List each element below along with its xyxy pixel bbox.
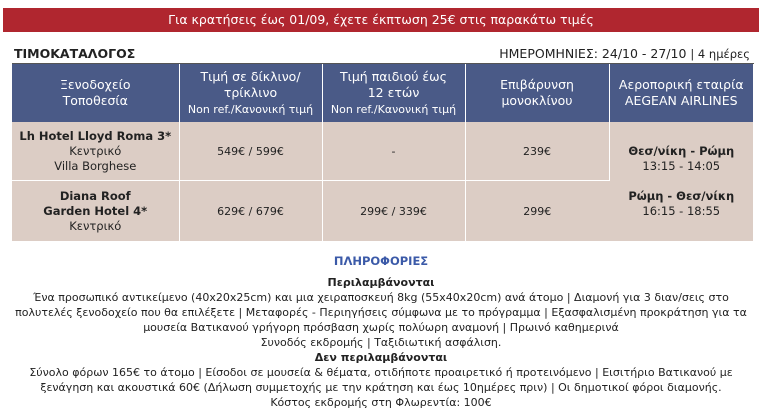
included-line: μουσεία Βατικανού γρήγορη πρόσβαση χωρίς πολύωρη αναμονή | Πρωινό καθημερινά [143,321,619,334]
single-supplement-cell: 299€ [465,181,609,242]
excluded-line: Κόστος εκδρομής στη Φλωρεντία: 100€ [270,396,492,409]
single-supplement-cell: 239€ [465,122,609,181]
double-price-cell: 629€ / 679€ [179,181,322,242]
excluded-title: Δεν περιλαμβάνονται [314,351,448,364]
info-title: ΠΛΗΡΟΦΟΡΙΕΣ [333,254,429,268]
header-airline: Αεροπορική εταιρία AEGEAN AIRLINES [609,64,753,122]
outbound-flight: Θεσ/νίκη - Ρώμη 13:15 - 14:05 [628,144,735,173]
header-child-price: Τιμή παιδιού έως 12 ετών Non ref./Κανονική τιμή [322,64,465,122]
child-price-cell: - [322,122,465,181]
return-flight: Ρώμη - Θεσ/νίκη 16:15 - 18:55 [628,189,735,218]
info-section [0,254,762,410]
included-line: Ένα προσωπικό αντικείμενο (40x20x25cm) και μια χειραποσκευή 8kg (55x40x20cm) ανά άτομο | Διαμονή για 3 διαν/σεις στο [33,291,729,304]
excluded-line: ξενάγηση και ακουστικά 60€ (Δήλωση συμμετοχής με την κράτηση και έως 10ημέρες πριν) | Οι δημοτικοί φόροι διαμονής. [40,381,722,394]
price-table [12,64,753,242]
included-title: Περιλαμβάνονται [327,276,435,289]
header-hotel: Ξενοδοχείο Τοποθεσία [12,64,179,122]
flight-cell [609,122,753,242]
child-price-cell: 299€ / 339€ [322,181,465,242]
hotel-cell: Diana Roof Garden Hotel 4* Κεντρικό [12,181,179,242]
dates-label: ΗΜΕΡΟΜΗΝΙΕΣ: 24/10 - 27/10 [499,46,687,61]
double-price-cell: 549€ / 599€ [179,122,322,181]
included-line: πολυτελές ξενοδοχείο που θα επιλέξετε | Μεταφορές - Περιηγήσεις σύμφωνα με το πρόγραμμα | Εξασφαλισμένη προκράτηση για τα [15,306,747,319]
dates-info [499,46,750,61]
included-line: Συνοδός εκδρομής | Ταξιδιωτική ασφάλιση. [260,336,502,349]
header-double-price: Τιμή σε δίκλινο/ τρίκλινο Non ref./Κανονική τιμή [179,64,322,122]
duration-label: | 4 ημέρες [690,47,750,61]
excluded-line: Σύνολο φόρων 165€ το άτομο | Είσοδοι σε μουσεία & θέματα, οτιδήποτε προαιρετικό ή προτεινόμενο | Εισιτήριο Βατικανού με [29,366,733,379]
discount-banner: Για κρατήσεις έως 01/09, έχετε έκπτωση 25€ στις παρακάτω τιμές [3,8,759,32]
hotel-cell: Lh Hotel Lloyd Roma 3* Κεντρικό Villa Borghese [12,122,179,181]
pricelist-title: ΤΙΜΟΚΑΤΑΛΟΓΟΣ [14,46,136,61]
header-single-supplement: Επιβάρυνση μονοκλίνου [465,64,609,122]
table-row [12,122,753,181]
